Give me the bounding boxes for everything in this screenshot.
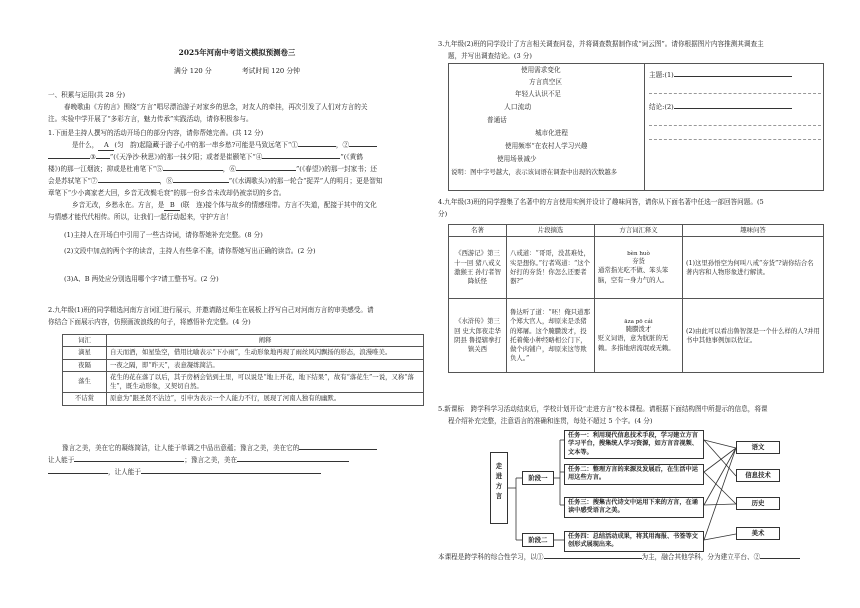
task-four: 任务四：总结活动成果，将其用海报、书签等文创形式展现出来。 [564,531,704,552]
dialect-word: 夯货 [632,257,645,266]
table-cell: (2)由此可以看出鲁智深是一个什么样的人?并用书中其他事例加以佐证。 [683,299,824,373]
table-cell: 一夜之隔，即“昨天”，表意凝练简洁。 [107,359,424,371]
cloud-note: 说明：图中字号越大，表示该词语在调查中出现的次数越多 [451,168,618,176]
table-cell: 滴星 [63,347,107,359]
word-meaning: 通常指光吃不做、笨头笨脑，空有一身力气的人。 [598,266,669,284]
q1-text: 是什么， [72,141,99,149]
stage-two: 阶段二 [522,533,554,547]
q1-text: ”(《春望》)的那一封家书；还 [295,165,377,173]
dialect-word: 腌臜泼才 [625,325,652,334]
q1-line-5: 章笔下“少小离家老大回，乡音无改鬓毛衰”的那一份乡音未改却仍被亲切的乡音。 [48,189,286,197]
subject-history: 历史 [736,497,780,510]
table-cell: (1)这里孙悟空为何叫八戒“夯货”?请你结合名著内容和人物形象进行解读。 [683,237,824,299]
cloud-word: 使用频率“在农村人学习兴趣 [505,142,588,150]
pinyin: āza pō cái [624,318,653,325]
intro-line-1: 春晚歌曲《方的言》围绕“方言”唱尽漂泊游子对家乡的思念，对友人的牵挂，再次引发了人们对方言的关 [64,103,368,111]
q1-text: ”(《天净沙·秋思》)的那一抹夕阳；或者是崔颢笔下“④ [109,153,263,161]
exam-time: 考试时间 120 分钟 [241,67,300,75]
table-cell: 夜隔 [63,359,107,371]
q1-text: ，② [335,141,350,149]
q5-blank-2[interactable] [760,558,800,559]
q1-sub-1: (1)主持人在开场白中引用了一些古诗词，请你帮她补充完整。(8 分) [64,231,263,239]
table-cell: 鲁达听了道：“呸！俺只道那个郑大官人，却原来是杀猪的郑屠。这个腌臜泼才，投托着俺小种经略相公门下，做个肉铺户，却原来这等欺负人。” [507,299,595,373]
root-label: 走进方言 [495,462,503,500]
q2-text: ；豫言之美，美在 [184,456,238,464]
q2-text: 让人能于 [48,456,75,464]
subject-art: 美术 [736,527,780,540]
table-header: 词汇 [63,335,107,347]
table-cell: 原意为“跟圣贤不沾边”，引申为表示一个人能力不行，展现了河南人独有的幽默。 [107,393,424,405]
word-meaning: 贬义词语，意为肮脏的无赖。多指地痞流氓或无赖。 [598,334,675,352]
table-header: 名著 [449,225,507,237]
table-cell: 八戒道：“哥哥，没甚难处，实是想你。”行者骂道：“这个好打的夯货！你怎么还要者器?” [507,237,595,299]
cloud-word: 使用需求变化 [521,66,561,74]
table-cell: 自天而酒，如星坠空，借用比喻表示“下小雨”，生动形象地再现了雨丝风闪飘扬的形态，浪漫唯美。 [107,347,424,359]
task-two: 任务二：整理方言的来源及发展后，在生活中运用这些方言。 [564,464,704,485]
diagram-root [490,452,508,524]
subject-it: 信息技术 [736,469,780,482]
table-header: 阐释 [107,335,424,347]
q2-text: ，让人能于 [108,468,141,476]
q1-text: ③ [90,153,96,161]
q5-text: 为主，融合其他学科，分为建立平台、② [641,553,761,561]
task-three: 任务三：搜集古代诗文中运用下来的方言，在诵读中感受语言之美。 [564,497,704,518]
table-header: 趣味问答 [683,225,824,237]
q1-text: ”(《黄鹤 [340,153,363,161]
q1-sub-2: (2)文段中加点的两个字的读音，主持人有些拿不准，请你帮她写出正确的读音。(2 分) [64,247,316,255]
table-cell: 《西游记》第三十一回 猪八戒义激猴王 孙行者智降妖怪 [449,237,507,299]
blank-a[interactable]: A [98,140,114,151]
q1-sub-3: (3)A、B 两处应分别选用哪个字?请工整书写。(2 分) [64,275,219,283]
pinyin: bèn huò [627,250,650,257]
q2-line-2: 你结合下面展示内容，仿照画波浪线的句子，将感悟补充完整。(4 分) [48,318,251,326]
cloud-word: 普通话 [487,116,507,124]
q5-line-2: 程介绍补充完整，注意语言的准确和连贯，每处不超过 5 个字。(4 分) [448,417,653,425]
table-header: 方言词汇释义 [595,225,683,237]
q5-line-1: 5.新课标 跨学科学习活动结束后，学校计划开设“走进方言”校本课程。请根据下面结构图中所提示的信息，将课 [438,405,768,413]
q5-bottom-line [438,552,800,562]
q1-text: ”(《水调歌头》)的那一轮合“捉弄”人的明月；更是智知 [228,177,383,185]
full-score: 满分 120 分 [174,67,212,75]
q4-line-2: 分) [438,210,448,218]
q1-text: ，⑥ [222,165,236,173]
cloud-word: 年轻人认识不足 [515,90,562,98]
subject-chinese: 语文 [736,441,780,454]
task-one: 任务一：利用现代信息技术手段，学习建立方言学习平台，搜集统人学习资源，如方言音视频、文本等。 [564,430,704,459]
cloud-word: 人口流动 [504,103,532,111]
cloud-word: 方言真空区 [529,78,562,86]
cloud-word: 使用场景减少 [497,155,537,163]
table-cell: 落生 [63,371,107,393]
intro-line-2: 注。实验中学开展了“多彩方言，魅力传承”实践活动，请你积极参与。 [48,115,253,123]
q1-stem: 1.下面是主持人撰写的活动开场白的部分内容，请你帮她完善。(共 12 分) [48,129,264,137]
q1-text: 楼》)的那一江烟波；抑或是杜甫笔下“⑤ [48,165,163,173]
q2-text: 豫言之美，美在它的凝练简洁，让人能于单调之中品出意蕴；豫言之美，美在它的 [62,444,300,452]
theme-label: 主题:(1) [649,71,674,79]
q2-line-1: 2.九年级(1)班的同学精选河南方言词汇进行展示，并邀请路过师生在展板上抒写自己对河南方言的审美感受。请 [48,306,374,314]
conclusion-label: 结论:(2) [649,103,674,112]
q1-text: ，⑧ [159,177,173,185]
q1-text: (联 连)接个体与故乡的情感纽带。方言不失道，配接于其中的文化 [180,201,377,209]
q3-line-2: 题，并写出调查结论。(3 分) [448,52,532,60]
q1-text: 乡音无改，乡愁永在。方言，是 [72,201,165,209]
q4-line-1: 4.九年级(3)班的同学搜集了名著中的方言使用实例并设计了趣味问答，请你从下面名著中任选一部回答问题。(5 [438,198,764,206]
table-cell: 不诘赏 [63,393,107,405]
section-heading: 一、积累与运用(共 28 分) [48,91,126,99]
table-cell: 《水浒传》第三回 史大郎夜走华阴县 鲁提辖拳打镇关西 [449,299,507,373]
q1-line-7: 与情感才能代代相传。所以，让我们一起行动起来，守护方言！ [48,213,233,221]
table-header: 片段摘选 [507,225,595,237]
exam-title: 2025年河南中考语文模拟预测卷三 [178,48,296,57]
q1-text: (匀 韵)起隐藏于游子心中的那一串乡愁?可能是马致远笔下“① [114,141,298,149]
q3-line-1: 3.九年级(2)班的同学设计了方言相关调查问卷，并将调查数据制作成“词云图”。请你根据图片内容推测其调查主 [438,40,764,48]
q1-text: 会是苏轼笔下“⑦ [48,177,98,185]
cloud-word: 城市化进程 [535,129,568,137]
table-cell: 花生的花在落了以后，其子房柄会钻到土里，可以说是“地上开花，地下结果”，故有“落花生”一说，又称“落生”，既生动形象，又契切自然。 [107,371,424,393]
q5-blank-1[interactable] [544,558,642,559]
blank-b[interactable]: B [164,200,180,211]
q5-text: 本课程是跨学科的综合性学习，以① [438,553,544,561]
stage-one: 阶段一 [522,471,554,485]
